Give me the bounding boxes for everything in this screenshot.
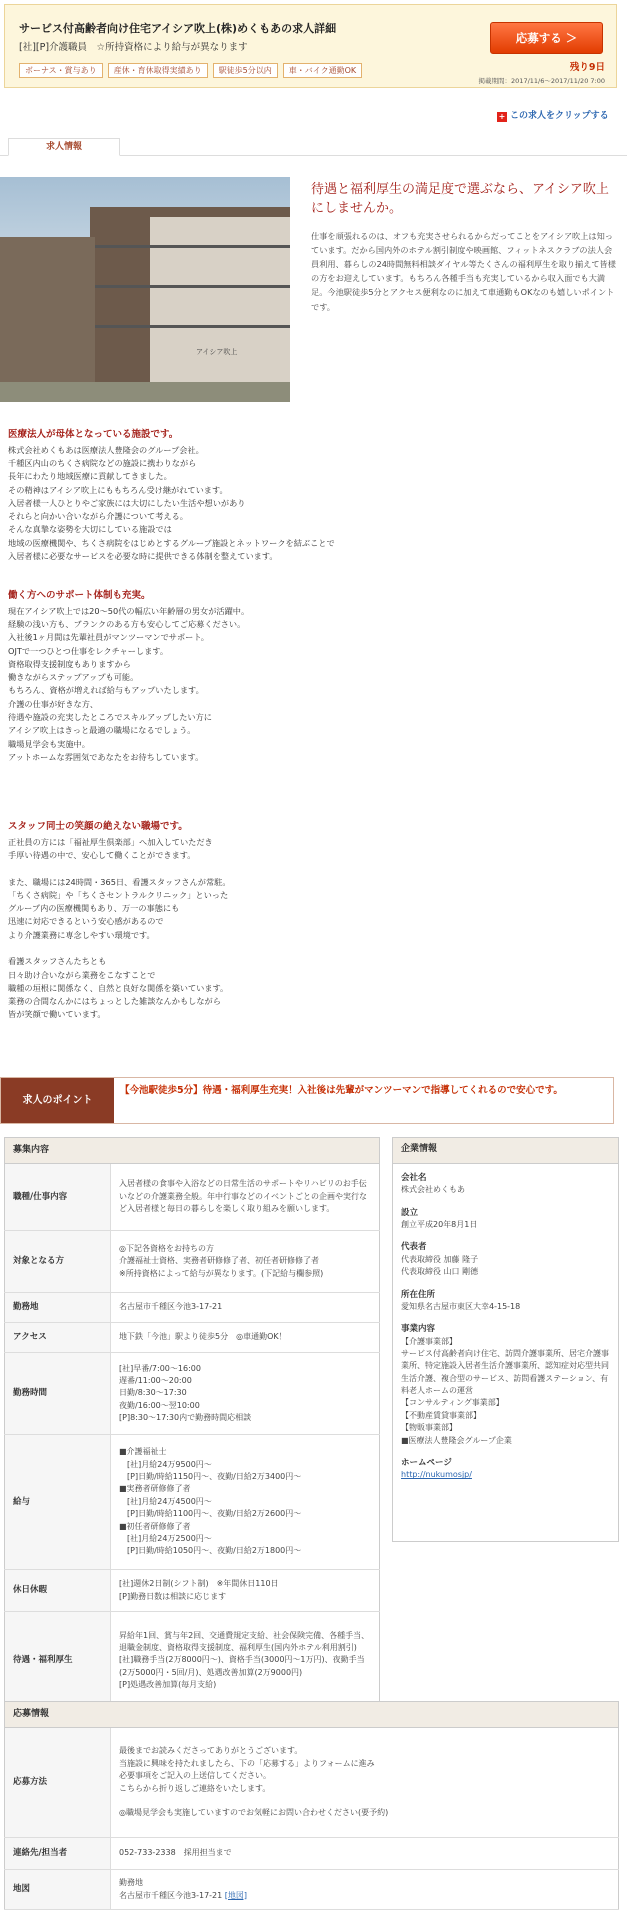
- tab-job-info[interactable]: 求人情報: [8, 138, 120, 156]
- representative-value: 代表取締役 加藤 隆子 代表取締役 山口 剛德: [401, 1254, 479, 1277]
- hero-body: 仕事を頑張れるのは、オフも充実させられるからだってことをアイシア吹上は知っています。だから国内外のホテル割引制度や映画館、フィットネスクラブの法人会員利用、暮らしの24時間無料相談ダイヤル等たくさんの福利厚生を取り揃えて皆様の方をお迎えしています。もちろん各種手当も充実しているから収入面でも大満足。今池駅徒歩5分とアクセス便利なのに加えて車通勤もOKなのも嬉しいポイントです。: [311, 231, 616, 312]
- section-staff: [8, 820, 608, 1022]
- section-body: 正社員の方には「福祉厚生倶楽部」へ加入していただき 手厚い待遇の中で、安心して働くことができます。 また、職場には24時間・365日、看護スタッフさんが常駐。 「ちくさ病院」や「ちくさセントラルクリニック」といった グループ内の医療機関もあり、万一の事態にも 迅速に対応できるという安心感があるので より介護業務に専念しやすい環境です。 看護スタッフさんたちとも 日々助け合いながら業務をこなすことで 職種の垣根に関係なく、自然と良好な関係を築いています。 業務の合間なんかにはちょっとした雑談なんかもしながら 皆が笑顔で働いています。: [8, 836, 231, 1020]
- row-label: 地図: [5, 1870, 111, 1910]
- apply-button[interactable]: 応募する ＞: [490, 22, 603, 54]
- row-label: 待遇・福利厚生: [5, 1612, 111, 1710]
- job-point-label: 求人のポイント: [1, 1078, 114, 1123]
- company-name: 株式会社めくもあ: [401, 1185, 465, 1195]
- row-label: 応募方法: [5, 1728, 111, 1838]
- balcony-rail: [90, 245, 290, 248]
- plus-icon: +: [498, 111, 506, 121]
- section-body: 現在アイシア吹上では20～50代の幅広い年齢層の男女が活躍中。 経験の浅い方も、ブランクのある方も安心してご応募ください。 入社後1ヶ月間は先輩社員がマンツーマンでサポート。 OJTで一つひとつ仕事をレクチャーします。 資格取得支援制度もありますから 働きながらステップアップも可能。 もちろん、資格が増えれば給与もアップいたします。 介護の仕事が好きな方、 待遇や施設の充実したところでスキルアップしたい方に アイシア吹上はきっと最適の職場になるでしょう。 職場見学会も実施中。 アットホームな雰囲気であなたをお待ちしています。: [8, 605, 250, 762]
- apply-info-title: 応募情報: [5, 1702, 619, 1728]
- row-value: 入居者様の食事や入浴などの日常生活のサポートやリハビリのお手伝いなどの介護業務全般。年中行事などのイベントごとの企画や実行など入居者様と毎日の暮らしを楽しく取り組みを願いします。: [111, 1164, 380, 1231]
- apply-info-table: [4, 1701, 619, 1910]
- row-label: 給与: [5, 1435, 111, 1570]
- row-label: 勤務時間: [5, 1353, 111, 1435]
- founded-value: 創立平成20年8月1日: [401, 1220, 478, 1230]
- row-value: ◎下記各資格をお持ちの方 介護福祉士資格、実務者研修修了者、初任者研修修了者 ※所持資格によって給与が異なります。(下記給与欄参照): [111, 1231, 380, 1293]
- company-title: 企業情報: [393, 1138, 618, 1164]
- section-medical: [8, 428, 608, 563]
- posting-period: 掲載期間：2017/11/6～2017/11/20 7:00: [478, 77, 605, 85]
- row-label: 勤務地: [5, 1293, 111, 1323]
- company-name-label: 会社名: [401, 1173, 427, 1183]
- side-building: [0, 237, 95, 387]
- row-label: アクセス: [5, 1323, 111, 1353]
- clip-job-link[interactable]: [497, 110, 609, 123]
- hero-headline: 待遇と福利厚生の満足度で選ぶなら、アイシア吹上にしませんか。: [311, 182, 609, 216]
- row-label: 対象となる方: [5, 1231, 111, 1293]
- representative-label: 代表者: [401, 1242, 427, 1253]
- map-row-value: [111, 1870, 619, 1910]
- job-title: サービス付高齢者向け住宅アイシア吹上(株)めくもあの求人詳細: [19, 22, 337, 35]
- row-label: 休日休暇: [5, 1570, 111, 1612]
- section-heading: 医療法人が母体となっている施設です。: [8, 429, 179, 440]
- row-value: 最後までお読みくださってありがとうございます。 当施設に興味を持たれましたら、下の「応募する」よりフォームに進み 必要事項をご記入の上送信してください。 こちらから折り返しご連絡をいたします。 ◎職場見学会も実施していますのでお気軽にお問い合わせください(要予約): [111, 1728, 619, 1838]
- row-label: 連絡先/担当者: [5, 1838, 111, 1870]
- row-value: 名古屋市千種区今池3-17-21: [111, 1293, 380, 1323]
- row-value: [社]週休2日制(シフト制) ※年間休日110日 [P]勤務日数は相談に応じます: [111, 1570, 380, 1612]
- job-header: [4, 4, 617, 88]
- row-value: 昇給年1回、賞与年2回、交通費規定支給、社会保険完備、各種手当、退職金制度、資格取得支援制度、福利厚生(国内外ホテル利用割引) [社]職務手当(2万8000円～)、資格手当(3000円～1万円)、夜勤手当(2万5000円・5回/月)、処遇改善加算(2万9000円) [P]処遇改善加算(毎月支給): [111, 1612, 380, 1710]
- requirements-title: 募集内容: [5, 1138, 380, 1164]
- facility-photo: [0, 177, 290, 402]
- founded-label: 設立: [401, 1207, 419, 1218]
- business-label: 事業内容: [401, 1324, 436, 1335]
- row-value: ■介護福祉士 [社]月給24万9500円～ [P]日勤/時給1150円～、夜勤/日給2万3400円～ ■実務者研修修了者 [社]月給24万4500円～ [P]日勤/時給1100円～、夜勤/日給2万2600円～ ■初任者研修修了者 [社]月給24万2500円～ [P]日勤/時給1050円～、夜勤/日給2万1800円～: [111, 1435, 380, 1570]
- row-value: 地下鉄「今池」駅より徒歩5分 ◎車通勤OK！: [111, 1323, 380, 1353]
- homepage-link[interactable]: http://nukumosjp/: [401, 1470, 472, 1480]
- map-address: 勤務地 名古屋市千種区今池3-17-21: [119, 1878, 223, 1900]
- requirements-table: [4, 1137, 380, 1710]
- homepage-label: ホームページ: [401, 1458, 452, 1469]
- business-value: 【介護事業部】 サービス付高齢者向け住宅、訪問介護事業所、居宅介護事業所、特定施設入居者生活介護事業所、認知症対応型共同生活介護、複合型のサービス、訪問看護ステーション、有料老人ホームの運営 【コンサルティング事業部】 【不動産賃貸事業部】 【物販事業部】 ■医療法人豊隆会グループ企業: [401, 1336, 609, 1445]
- company-body: [393, 1164, 618, 1489]
- section-heading: スタッフ同士の笑顔の絶えない職場です。: [8, 821, 188, 832]
- address-label: 所在住所: [401, 1289, 436, 1300]
- balcony-rail: [90, 285, 290, 288]
- building-sign: アイシア吹上: [196, 348, 238, 356]
- remaining-days: 残り9日: [569, 62, 605, 73]
- ground: [0, 382, 290, 402]
- row-value: [社]早番/7:00～16:00 遅番/11:00～20:00 日勤/8:30～17:30 夜勤/16:00～翌10:00 [P]8:30～17:30内で勤務時間応相談: [111, 1353, 380, 1435]
- company-info: [392, 1137, 619, 1542]
- section-support: [8, 589, 608, 764]
- section-body: 株式会社めくもあは医療法人豊隆会のグループ会社。 千種区内山のちくさ病院などの施設に携わりながら 長年にわたり地域医療に貢献してきました。 その精神はアイシア吹上にももちろん受け継がれています。 入居者様一人ひとりやご家族には大切にしたい生活や想いがあり それらと向かい合いながら介護について考える。 そんな真摯な姿勢を大切にしている施設では 地域の医療機関や、ちくさ病院をはじめとするグループ施設とネットワークを結ぶことで 入居者様に必要なサービスを必要な時に提供できる体制を整えています。: [8, 444, 335, 562]
- tag-maternity-leave: 産休・育休取得実績あり: [108, 63, 208, 78]
- job-point-box: [0, 1077, 614, 1124]
- feature-tags: [19, 63, 362, 78]
- address-value: 愛知県名古屋市東区大幸4-15-18: [401, 1301, 521, 1311]
- row-label: 職種/仕事内容: [5, 1164, 111, 1231]
- map-link[interactable]: [地図]: [224, 1890, 248, 1900]
- balcony-rail: [90, 325, 290, 328]
- job-point-text: 【今池駅徒歩5分】待遇・福利厚生充実！入社後は先輩がマンツーマンで指導してくれるので安心です。: [120, 1085, 563, 1096]
- tag-near-station: 駅徒歩5分以内: [213, 63, 278, 78]
- tag-car-commute: 車・バイク通勤OK: [283, 63, 362, 78]
- row-value: 052-733-2338 採用担当まで: [111, 1838, 619, 1870]
- clip-job-label: この求人をクリップする: [510, 111, 609, 121]
- job-subtitle: [社][P]介護職員 ☆所持資格により給与が異なります: [19, 42, 248, 53]
- tag-bonus: ボーナス・賞与あり: [19, 63, 103, 78]
- section-heading: 働く方へのサポート体制も充実。: [8, 590, 151, 601]
